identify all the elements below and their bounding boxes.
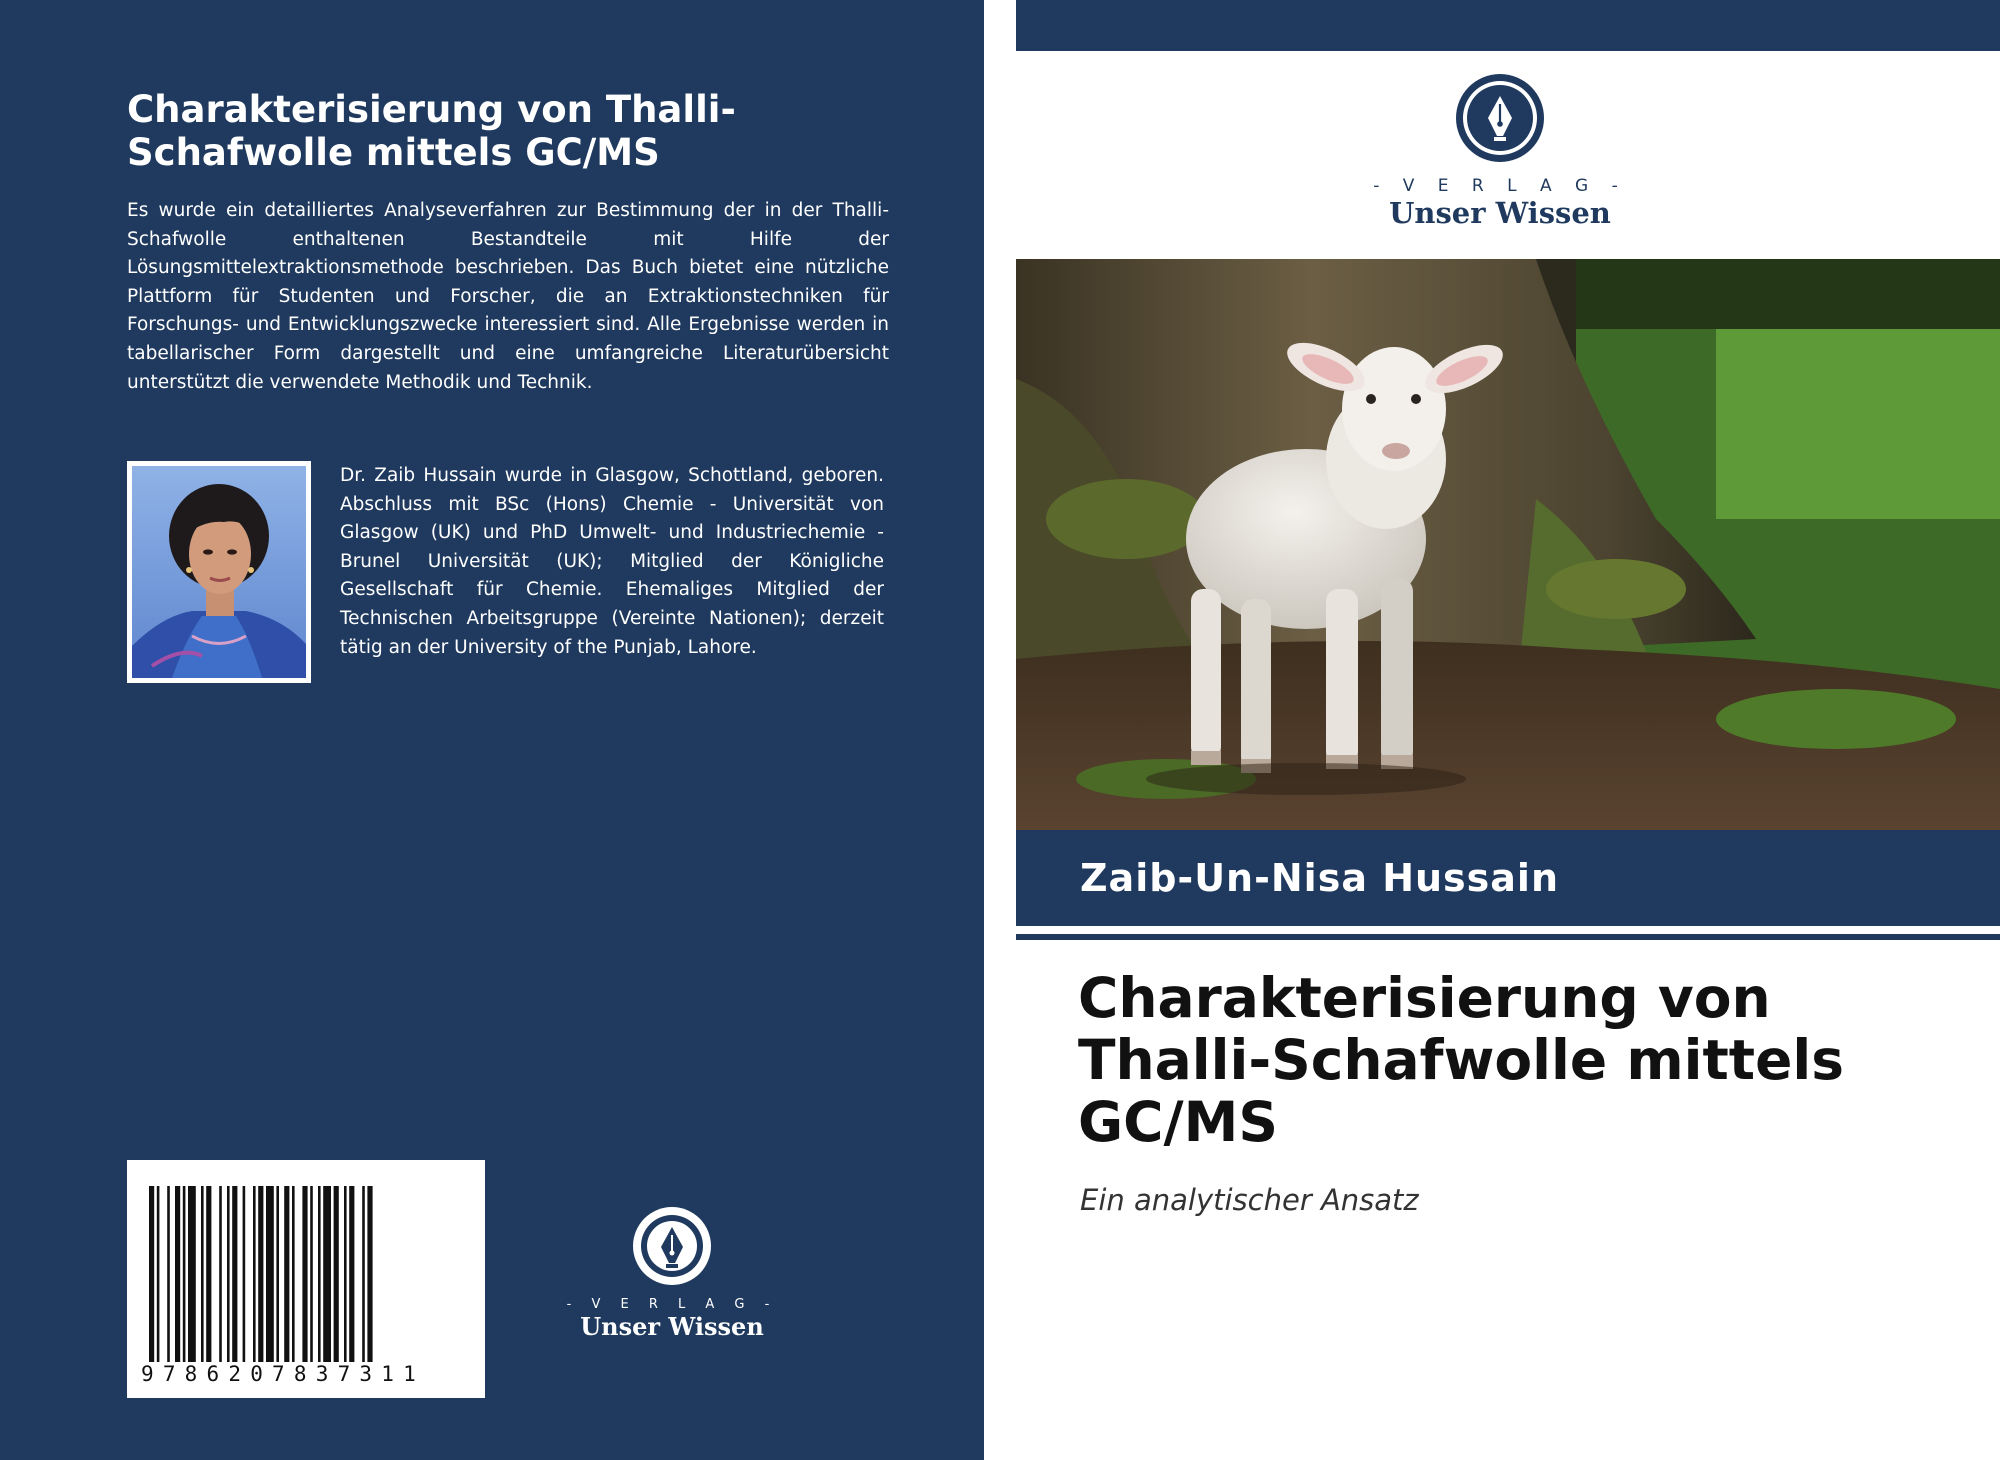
barcode-bar [323,1186,331,1364]
barcode-bar [344,1186,347,1364]
barcode-bar [188,1186,196,1364]
barcode-bar [232,1186,237,1364]
back-cover-title: Charakterisierung von Thalli-Schafwolle mittels GC/MS [127,88,736,174]
barcode-bar [258,1186,263,1364]
author-band [1016,830,2000,926]
publisher-verlag-label: - V E R L A G - [1373,176,1627,196]
barcode-bar [349,1186,354,1364]
publisher-name: Unser Wissen [1389,196,1611,230]
barcode-bar [266,1186,274,1364]
barcode-bar [318,1186,321,1364]
publisher-logo-front [1300,72,1700,230]
book-blurb: Es wurde ein detailliertes Analyseverfahren zur Bestimmung der in der Thalli-Schafwolle enthaltenen Bestandteile mit Hilfe der Lösungsmittelextraktionsmethode beschrieben. Das Buch bietet eine nützliche Plattform für Studenten und Forscher, die an Extraktionstechniken für Forschungs- und Entwicklungszwecke interessiert sind. Alle Ergebnisse werden in tabellarischer Form dargestellt und eine umfangreiche Literaturübersicht unterstützt die verwendete Methodik und Technik. [127,200,889,393]
barcode-bar [334,1186,339,1364]
publisher-logo-back [560,1205,784,1341]
pen-nib-emblem-icon [631,1205,713,1287]
barcode-bar [292,1186,295,1364]
front-cover-subtitle: Ein analytischer Ansatz [1080,1183,1419,1217]
publisher-name-back: Unser Wissen [580,1312,764,1341]
barcode-bar [175,1186,180,1364]
author-portrait-image [127,461,311,683]
barcode-bar [219,1186,222,1364]
barcode-bar [149,1186,154,1364]
title-divider [1016,934,2000,940]
barcode-bar [310,1186,313,1364]
barcode-bar [167,1186,170,1364]
front-top-bar [1016,0,2000,51]
barcode-bar [157,1186,160,1364]
barcode-bar [201,1186,204,1364]
barcode-bar [206,1186,211,1364]
front-cover-title: Charakterisierung von Thalli-Schafwolle mittels GC/MS [1078,966,1844,1154]
barcode-bar [243,1186,246,1364]
barcode-bar [284,1186,289,1364]
isbn-barcode [127,1160,485,1398]
barcode-bar [302,1186,307,1364]
back-cover [0,0,984,1460]
barcode-bar [276,1186,279,1364]
cover-photo-lamb [1016,259,2000,830]
author-name: Zaib-Un-Nisa Hussain [1080,856,1560,900]
barcode-bar [367,1186,372,1364]
pen-nib-emblem-icon [1454,72,1546,164]
publisher-verlag-label-back: - V E R L A G - [566,1297,778,1312]
barcode-bar [183,1186,186,1364]
barcode-bar [227,1186,230,1364]
barcode-number: 9786207837311 [137,1362,475,1386]
author-biography: Dr. Zaib Hussain wurde in Glasgow, Schottland, geboren. Abschluss mit BSc (Hons) Chemie - Universität von Glasgow (UK) und PhD Umwelt- und Industriechemie - Brunel Universität (UK); Mitglied der Königliche Gesellschaft für Chemie. Ehemaliges Mitglied der Technischen Arbeitsgruppe (Vereinte Nationen); derzeit tätig an der University of the Punjab, Lahore. [340,465,884,658]
barcode-bar [253,1186,256,1364]
barcode-bar [362,1186,365,1364]
